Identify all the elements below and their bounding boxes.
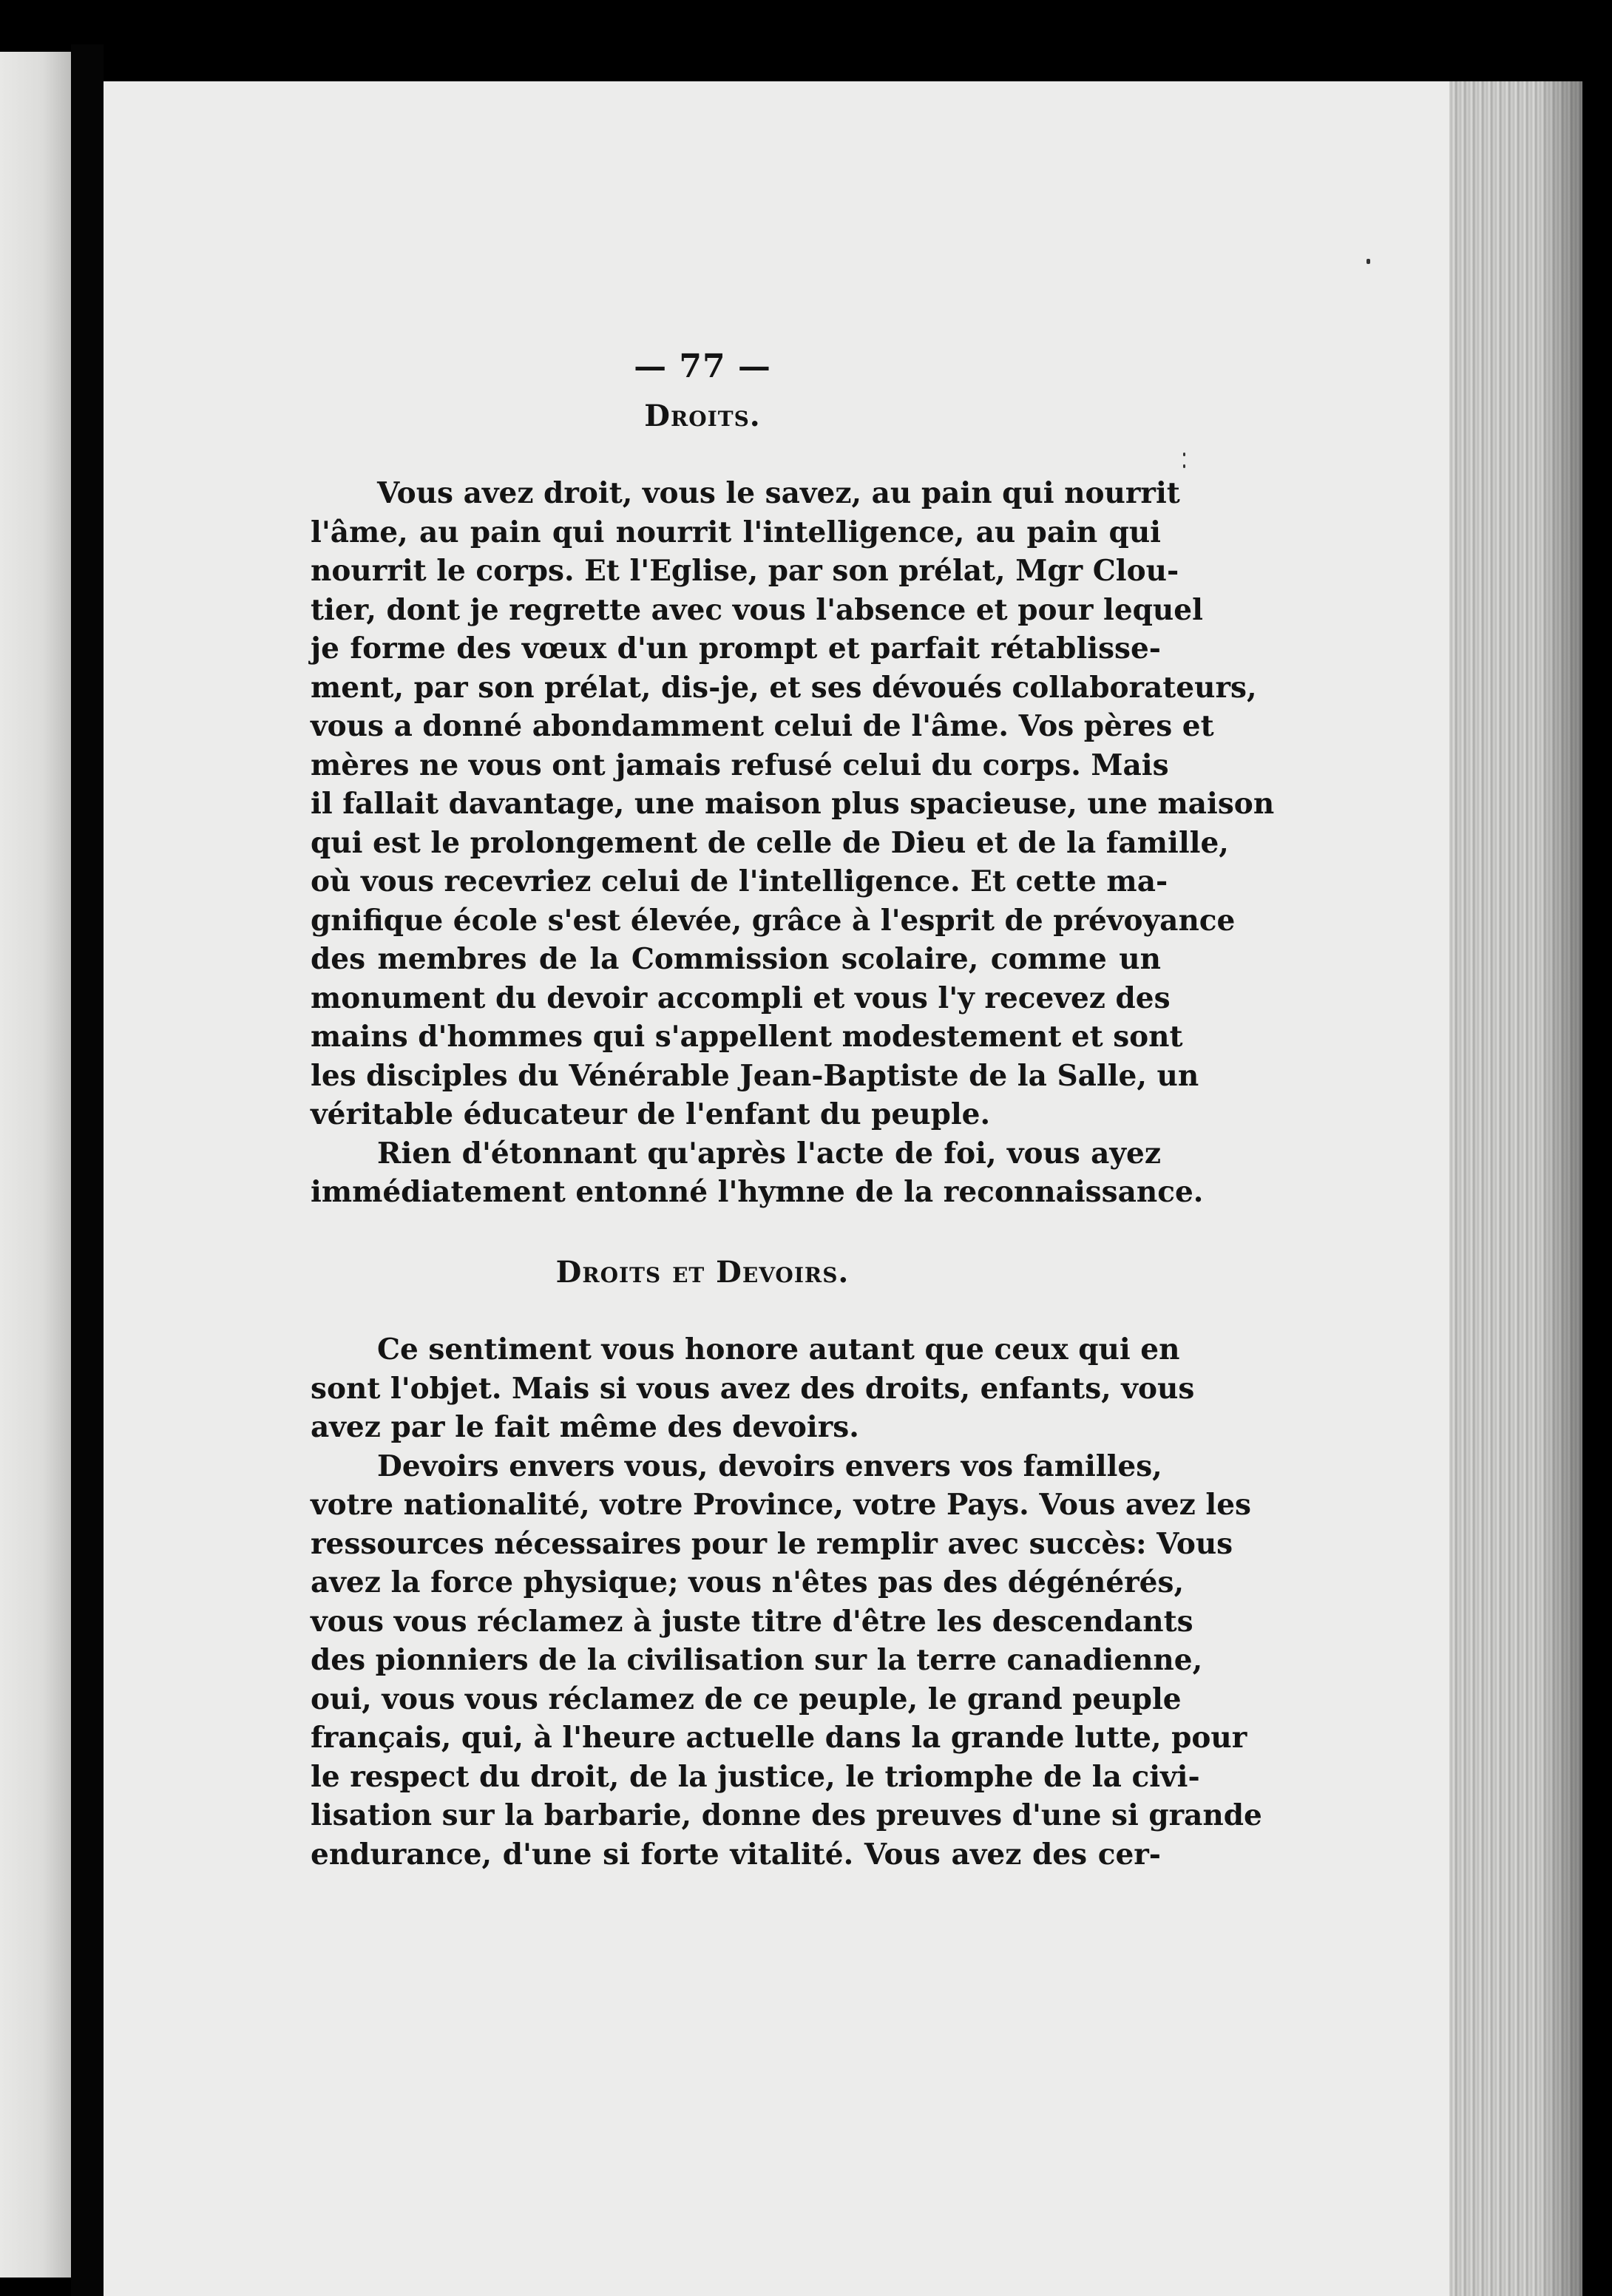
text-line: sont l'objet. Mais si vous avez des droits, enfants, vous (311, 1371, 1195, 1406)
dust-speck (1367, 259, 1370, 264)
text-line: lisation sur la barbarie, donne des preuves d'une si grande (311, 1798, 1262, 1832)
book-gutter (71, 44, 104, 2296)
text-line: qui est le prolongement de celle de Dieu et de la famille, (311, 825, 1229, 860)
text-line: monument du devoir accompli et vous l'y recevez des (311, 981, 1171, 1015)
text-line: mains d'hommes qui s'appellent modestement et sont (311, 1020, 1183, 1054)
text-line: je forme des vœux d'un prompt et parfait rétablisse- (311, 631, 1161, 666)
dust-speck (1183, 464, 1185, 468)
facing-page-edge (0, 52, 71, 2278)
paragraph-1 (244, 474, 1275, 1134)
paragraph-2 (244, 1134, 1204, 1212)
text-line: immédiatement entonné l'hymne de la reconnaissance. (311, 1175, 1204, 1209)
text-line: nourrit le corps. Et l'Eglise, par son prélat, Mgr Clou- (311, 554, 1179, 588)
page-number: — 77 — (634, 348, 771, 385)
dust-speck (1183, 453, 1185, 456)
text-line: le respect du droit, de la justice, le triomphe de la civi- (311, 1759, 1200, 1794)
paragraph-3 (244, 1330, 1195, 1447)
paragraph-4 (244, 1447, 1262, 1875)
section-heading-droits: Droits. (644, 398, 761, 433)
text-line: Rien d'étonnant qu'après l'acte de foi, vous ayez (377, 1136, 1161, 1171)
text-line: ment, par son prélat, dis-je, et ses dévoués collaborateurs, (311, 670, 1257, 705)
stacked-page-edges (1449, 81, 1582, 2296)
text-line: des pionniers de la civilisation sur la terre canadienne, (311, 1643, 1203, 1677)
text-line: véritable éducateur de l'enfant du peuple. (311, 1097, 991, 1131)
text-line: votre nationalité, votre Province, votre Pays. Vous avez les (311, 1488, 1251, 1522)
section-heading-droits-et-devoirs: Droits et Devoirs. (555, 1254, 850, 1290)
page-text (244, 348, 1275, 1874)
scan-border (1582, 0, 1612, 2296)
text-line: ressources nécessaires pour le remplir avec succès: Vous (311, 1526, 1233, 1561)
text-line: endurance, d'une si forte vitalité. Vous avez des cer- (311, 1837, 1161, 1872)
text-line: Ce sentiment vous honore autant que ceux qui en (377, 1332, 1180, 1367)
text-line: avez la force physique; vous n'êtes pas des dégénérés, (311, 1565, 1185, 1599)
text-line: gnifique école s'est élevée, grâce à l'esprit de prévoyance (311, 903, 1236, 938)
text-line: français, qui, à l'heure actuelle dans la grande lutte, pour (311, 1721, 1247, 1755)
text-line: l'âme, au pain qui nourrit l'intelligence, au pain qui (311, 515, 1161, 549)
text-line: mères ne vous ont jamais refusé celui du corps. Mais (311, 748, 1169, 782)
text-line: Vous avez droit, vous le savez, au pain qui nourrit (377, 476, 1180, 510)
text-line: Devoirs envers vous, devoirs envers vos familles, (377, 1449, 1162, 1483)
text-line: tier, dont je regrette avec vous l'absence et pour lequel (311, 592, 1203, 627)
text-line: les disciples du Vénérable Jean-Baptiste de la Salle, un (311, 1058, 1199, 1093)
text-line: des membres de la Commission scolaire, comme un (311, 942, 1161, 976)
text-line: où vous recevriez celui de l'intelligence. Et cette ma- (311, 864, 1168, 898)
text-line: oui, vous vous réclamez de ce peuple, le grand peuple (311, 1682, 1182, 1716)
text-line: avez par le fait même des devoirs. (311, 1410, 859, 1444)
text-line: il fallait davantage, une maison plus spacieuse, une maison (311, 787, 1275, 821)
text-line: vous vous réclamez à juste titre d'être les descendants (311, 1604, 1193, 1639)
text-line: vous a donné abondamment celui de l'âme. Vos pères et (311, 709, 1214, 743)
